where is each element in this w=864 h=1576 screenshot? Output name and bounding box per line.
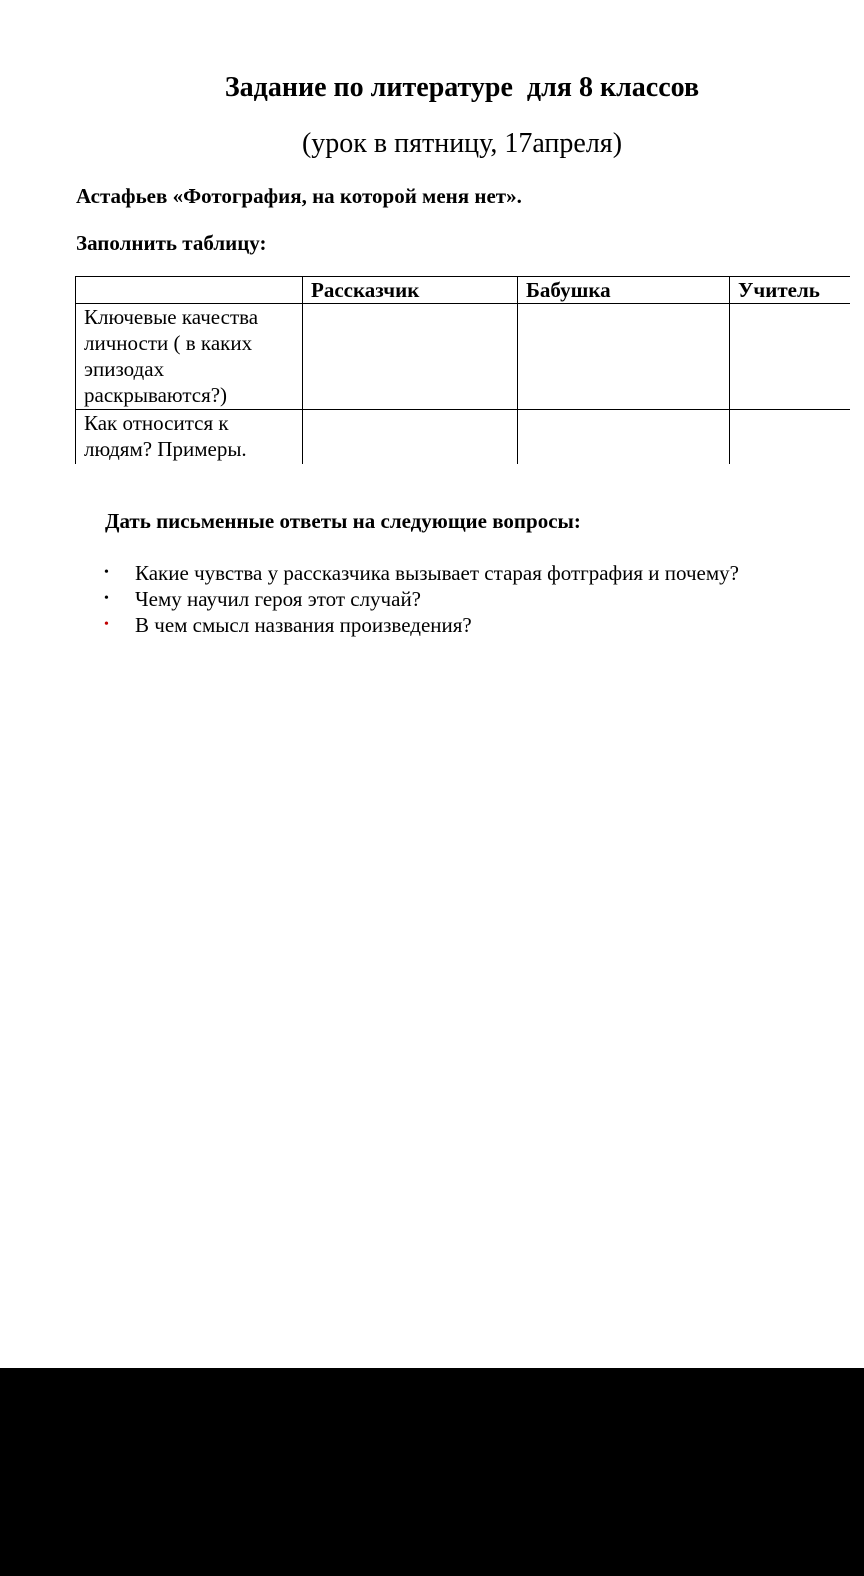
table-cell-empty (730, 410, 851, 465)
table-cell-empty (518, 304, 730, 410)
work-title: Астафьев «Фотография, на которой меня нет». (76, 184, 522, 208)
table-cell-empty (518, 410, 730, 465)
table-header-teacher: Учитель (730, 277, 851, 304)
assignment-table (75, 276, 850, 464)
table-cell-empty (730, 304, 851, 410)
table-header-empty (76, 277, 303, 304)
questions-heading: Дать письменные ответы на следующие вопросы: (105, 509, 581, 533)
list-item (0, 560, 739, 586)
question-text: Чему научил героя этот случай? (135, 587, 422, 611)
question-text: В чем смысл названия произведения? (135, 613, 472, 637)
list-item (0, 612, 739, 638)
bullet-icon: • (104, 617, 109, 632)
questions-list (0, 560, 739, 638)
list-item (0, 586, 739, 612)
table-cell-empty (303, 410, 518, 465)
bullet-icon: • (104, 565, 109, 580)
table-row (76, 410, 851, 465)
page-subtitle: (урок в пятницу, 17апреля) (301, 128, 623, 159)
table-instruction: Заполнить таблицу: (76, 231, 267, 255)
table-header-grandmother: Бабушка (518, 277, 730, 304)
assignment-table-container (75, 276, 850, 464)
table-cell-empty (303, 304, 518, 410)
bullet-icon: • (104, 591, 109, 606)
table-header-narrator: Рассказчик (303, 277, 518, 304)
row-label-attitude: Как относится к людям? Примеры. (76, 410, 303, 465)
row-label-qualities: Ключевые качества личности ( в каких эпизодах раскрываются?) (76, 304, 303, 410)
page-title: Задание по литературе для 8 классов (224, 72, 700, 103)
table-header-row (76, 277, 851, 304)
question-text: Какие чувства у рассказчика вызывает старая фотграфия и почему? (135, 561, 739, 585)
table-row (76, 304, 851, 410)
